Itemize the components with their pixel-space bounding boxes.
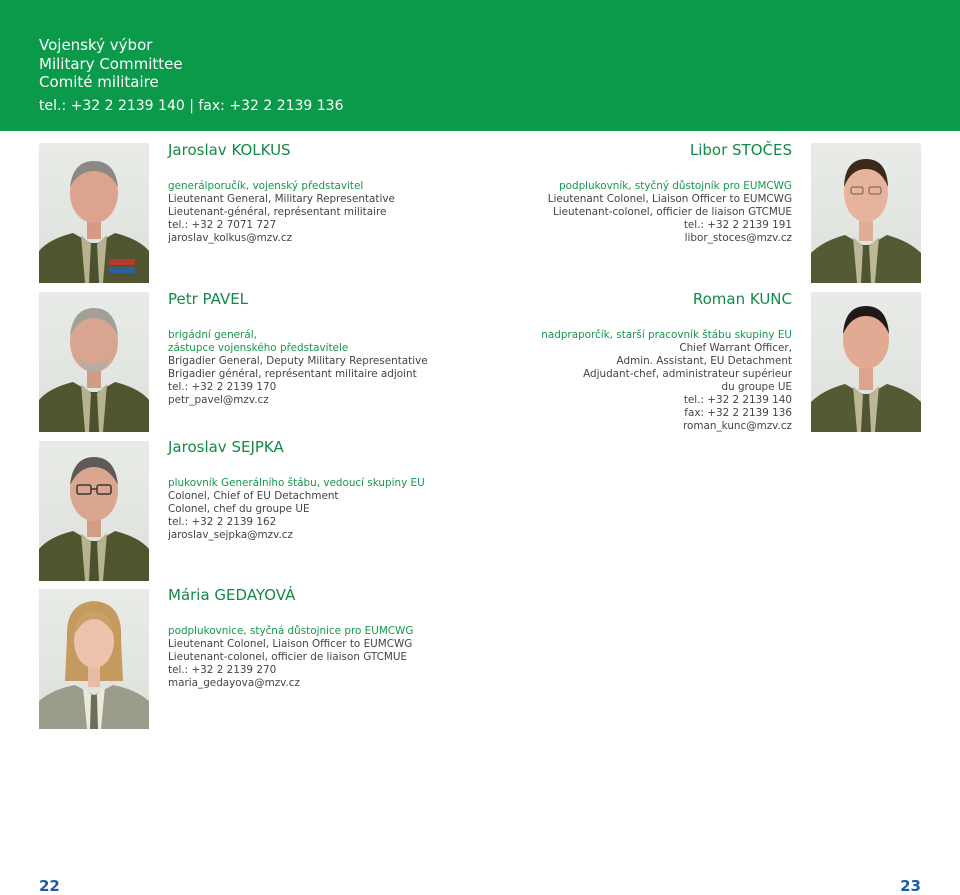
photo-gedayova: [39, 589, 149, 729]
person-role-cont: zástupce vojenského představitele: [168, 342, 349, 354]
person-email[interactable]: jaroslav_sejpka@mzv.cz: [168, 529, 293, 541]
person-name: Roman KUNC: [692, 290, 792, 308]
person-phone: tel.: +32 2 2139 170: [168, 381, 277, 393]
person-title-fr: Adjudant-chef, administrateur supérieur: [583, 368, 792, 380]
person-email[interactable]: libor_stoces@mzv.cz: [684, 232, 792, 244]
person-kolkus: [168, 141, 395, 245]
page-number-right: 23: [900, 877, 921, 895]
person-email[interactable]: jaroslav_kolkus@mzv.cz: [168, 232, 293, 244]
person-kunc: [541, 290, 792, 433]
person-phone: tel.: +32 2 7071 727: [168, 219, 277, 231]
title-czech: Vojenský výbor: [39, 36, 153, 54]
committee-titles: [39, 36, 183, 92]
photo-kunc: [811, 292, 921, 432]
person-role: nadpraporčík, starší pracovník štábu skupiny EU: [541, 329, 792, 341]
photo-kolkus: [39, 143, 149, 283]
photo-stoces: [811, 143, 921, 283]
person-email[interactable]: maria_gedayova@mzv.cz: [168, 677, 300, 689]
person-title-fr: Lieutenant-colonel, officier de liaison GTCMUE: [168, 651, 408, 663]
person-title-en: Chief Warrant Officer,: [679, 342, 792, 354]
person-name: Mária GEDAYOVÁ: [168, 586, 296, 604]
person-name: Jaroslav SEJPKA: [168, 438, 284, 456]
title-english: Military Committee: [39, 54, 183, 73]
person-email[interactable]: petr_pavel@mzv.cz: [168, 394, 269, 406]
person-title-en: Lieutenant Colonel, Liaison Officer to EUMCWG: [168, 638, 413, 650]
person-name: Jaroslav KOLKUS: [168, 141, 291, 159]
title-french: Comité militaire: [39, 73, 159, 91]
person-role: generálporučík, vojenský představitel: [168, 180, 364, 192]
person-phone: tel.: +32 2 2139 191: [683, 219, 792, 231]
person-title-fr: Brigadier général, représentant militaire adjoint: [168, 368, 417, 380]
person-title-en: Lieutenant Colonel, Liaison Officer to EUMCWG: [547, 193, 792, 205]
person-phone: tel.: +32 2 2139 270: [168, 664, 277, 676]
header-contact: tel.: +32 2 2139 140 | fax: +32 2 2139 136: [39, 98, 344, 114]
person-title-en: Brigadier General, Deputy Military Representative: [168, 355, 428, 367]
person-stoces: [548, 141, 792, 245]
person-title-fr: Colonel, chef du groupe UE: [168, 503, 310, 515]
person-title-en-cont: Admin. Assistant, EU Detachment: [616, 355, 792, 367]
person-role: podplukovnice, styčná důstojnice pro EUMCWG: [168, 625, 414, 637]
person-phone: tel.: +32 2 2139 162: [168, 516, 277, 528]
person-title-en: Lieutenant General, Military Representative: [168, 193, 395, 205]
person-email[interactable]: roman_kunc@mzv.cz: [682, 420, 792, 432]
person-gedayova: [168, 586, 413, 690]
person-pavel: [168, 290, 428, 407]
header-banner: [0, 0, 960, 131]
person-name: Libor STOČES: [689, 141, 792, 159]
person-role: plukovník Generálního štábu, vedoucí skupiny EU: [168, 477, 425, 489]
person-phone: tel.: +32 2 2139 140: [683, 394, 792, 406]
person-name: Petr PAVEL: [168, 290, 249, 308]
page-number-left: 22: [39, 877, 60, 895]
person-title-fr: Lieutenant-général, représentant militaire: [168, 206, 387, 218]
person-sejpka: [168, 438, 425, 542]
photo-pavel: [39, 292, 149, 432]
person-role: brigádní generál,: [168, 329, 257, 341]
person-role: podplukovník, styčný důstojník pro EUMCWG: [559, 180, 792, 192]
person-title-fr-cont: du groupe UE: [721, 381, 792, 393]
person-title-fr: Lieutenant-colonel, officier de liaison GTCMUE: [552, 206, 792, 218]
photo-sejpka: [39, 441, 149, 581]
person-fax: fax: +32 2 2139 136: [684, 407, 792, 419]
person-title-en: Colonel, Chief of EU Detachment: [168, 490, 339, 502]
